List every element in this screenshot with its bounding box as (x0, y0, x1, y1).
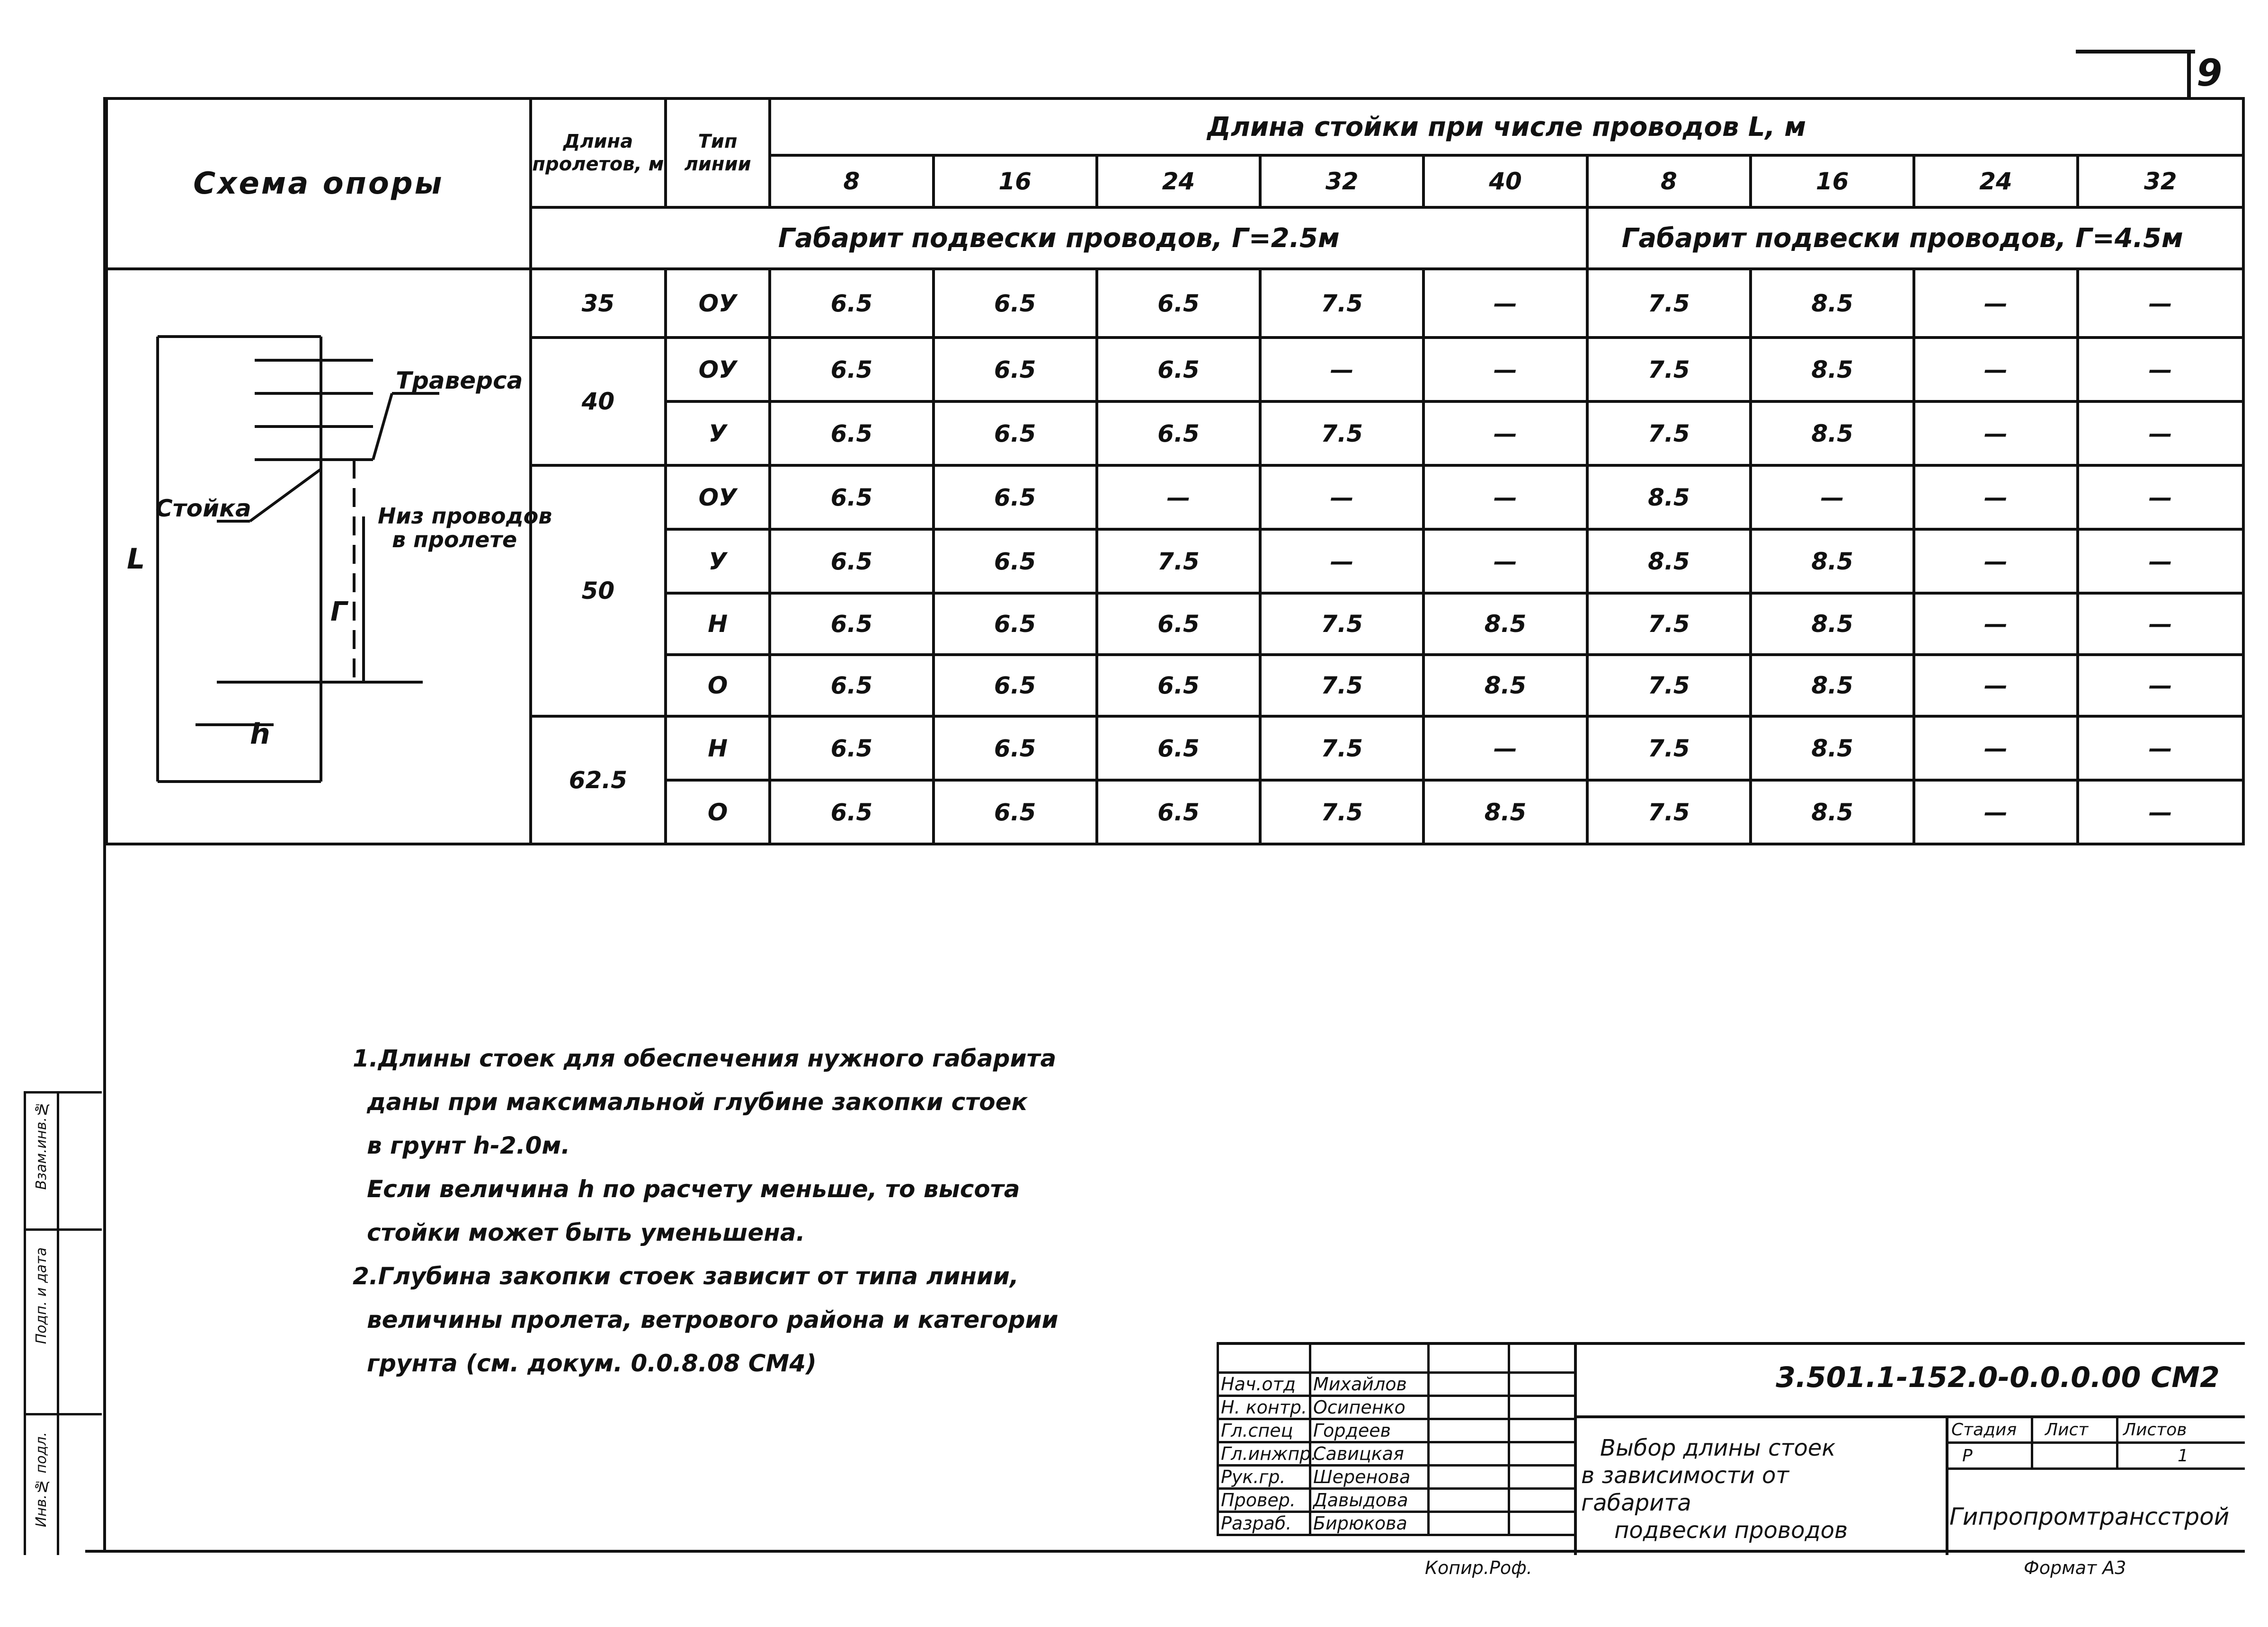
signature-cell (1429, 1419, 1509, 1442)
wire-count-left-8: 8 (770, 155, 933, 207)
note-line: даны при максимальной глубине закопки стоек (367, 1088, 1028, 1116)
value-cell: — (1914, 655, 2077, 716)
value-cell: 7.5 (1260, 269, 1423, 338)
signer-role: Рук.гр. (1218, 1466, 1310, 1489)
note-line: грунта (см. докум. 0.0.8.08 СМ4) (367, 1350, 817, 1377)
line-type-cell: О (666, 780, 770, 844)
span-cell: 62.5 (531, 716, 666, 844)
value-cell: — (1097, 465, 1260, 529)
sheet-number-rule (2076, 50, 2195, 53)
drawing-title-line: подвески проводов (1614, 1517, 1848, 1544)
line-type-cell: О (666, 655, 770, 716)
drawing-title-line: Выбор длины стоек (1600, 1435, 1836, 1461)
value-cell: — (1423, 716, 1587, 780)
wire-count-left-32: 32 (1260, 155, 1423, 207)
date-cell (1509, 1419, 1575, 1442)
value-cell: 6.5 (770, 780, 933, 844)
value-cell: — (1914, 593, 2077, 655)
schema-header: Схема опоры (107, 98, 531, 269)
note-line: 1.Длины стоек для обеспечения нужного габарита (353, 1045, 1057, 1072)
value-cell: 8.5 (1751, 269, 1914, 338)
value-cell: 8.5 (1423, 780, 1587, 844)
signer-role: Гл.инжпр. (1218, 1442, 1310, 1466)
sheet-number: 9 (2197, 52, 2223, 95)
side-strip-label: Взам.инв.№ (33, 1101, 50, 1190)
value-cell: 8.5 (1587, 529, 1751, 593)
stage-value: Р (1962, 1446, 1973, 1466)
value-cell: 6.5 (1097, 401, 1260, 465)
value-cell: 7.5 (1097, 529, 1260, 593)
value-cell: — (1423, 401, 1587, 465)
value-cell: — (2078, 780, 2243, 844)
title-block (1217, 1342, 2245, 1555)
value-cell: 8.5 (1423, 655, 1587, 716)
sheets-label: Листов (2123, 1420, 2187, 1440)
side-strip-label: Подп. и дата (33, 1247, 50, 1344)
value-cell: — (1914, 716, 2077, 780)
value-cell: 7.5 (1587, 593, 1751, 655)
signature-cell (1429, 1442, 1509, 1466)
line-type-cell: ОУ (666, 269, 770, 338)
value-cell: 6.5 (770, 465, 933, 529)
clearance-left-header: Габарит подвески проводов, Г=2.5м (531, 207, 1587, 269)
signer-name: Шеренова (1310, 1466, 1429, 1489)
diagram-G-label: Г (330, 596, 347, 627)
stamp-stage-col-2 (2116, 1415, 2118, 1467)
pole-diagram-cell (107, 269, 552, 844)
notes (353, 1037, 1058, 1385)
value-cell: 8.5 (1751, 529, 1914, 593)
value-cell: — (2078, 529, 2243, 593)
side-strip-line (24, 1413, 102, 1415)
value-cell: 6.5 (1097, 780, 1260, 844)
value-cell: 8.5 (1751, 338, 1914, 401)
value-cell: 6.5 (934, 655, 1097, 716)
value-cell: 6.5 (934, 529, 1097, 593)
line-type-cell: Н (666, 716, 770, 780)
value-cell: 6.5 (770, 529, 933, 593)
diagram-h-label: h (250, 718, 270, 751)
date-cell (1509, 1373, 1575, 1396)
wire-count-left-16: 16 (934, 155, 1097, 207)
value-cell: 8.5 (1751, 401, 1914, 465)
value-cell: — (1260, 465, 1423, 529)
note-line: в грунт h-2.0м. (367, 1132, 570, 1159)
value-cell: 8.5 (1751, 780, 1914, 844)
value-cell: 7.5 (1587, 655, 1751, 716)
signer-role: Нач.отд (1218, 1373, 1310, 1396)
wire-count-left-40: 40 (1423, 155, 1587, 207)
value-cell: — (1914, 338, 2077, 401)
value-cell: — (1914, 529, 2077, 593)
side-strip-line (24, 1091, 102, 1094)
signature-table (1217, 1342, 1574, 1555)
value-cell: — (2078, 338, 2243, 401)
drawing-title (1581, 1434, 1894, 1544)
value-cell: — (1914, 401, 2077, 465)
wire-count-right-8: 8 (1587, 155, 1751, 207)
signer-role: Н. контр. (1218, 1396, 1310, 1419)
value-cell: 7.5 (1260, 655, 1423, 716)
value-cell: 7.5 (1260, 593, 1423, 655)
value-cell: 6.5 (1097, 593, 1260, 655)
side-strip (24, 1091, 104, 1565)
signer-name: Савицкая (1310, 1442, 1429, 1466)
value-cell: 6.5 (1097, 655, 1260, 716)
line-type-header: Тип линии (666, 98, 770, 207)
diagram-L-label: L (127, 542, 145, 576)
value-cell: 6.5 (770, 338, 933, 401)
length-header: Длина стойки при числе проводов L, м (770, 98, 2243, 155)
date-cell (1509, 1396, 1575, 1419)
stamp-divider-mid (1574, 1415, 2245, 1418)
side-strip-line (24, 1228, 102, 1231)
wire-count-left-24: 24 (1097, 155, 1260, 207)
signer-role: Гл.спец (1218, 1419, 1310, 1442)
value-cell: 6.5 (1097, 716, 1260, 780)
value-cell: 6.5 (934, 338, 1097, 401)
stamp-stage-col-1 (2031, 1415, 2033, 1467)
value-cell: 6.5 (934, 780, 1097, 844)
value-cell: 6.5 (1097, 269, 1260, 338)
date-cell (1509, 1442, 1575, 1466)
sheet-label: Лист (2045, 1420, 2089, 1440)
value-cell: 6.5 (934, 716, 1097, 780)
format-label: Формат А3 (2024, 1557, 2126, 1578)
stage-label: Стадия (1951, 1420, 2017, 1440)
value-cell: 7.5 (1587, 716, 1751, 780)
value-cell: 6.5 (934, 269, 1097, 338)
stamp-stage-row-line (1946, 1441, 2245, 1444)
line-type-cell: У (666, 529, 770, 593)
date-cell (1509, 1466, 1575, 1489)
line-type-cell: Н (666, 593, 770, 655)
value-cell: — (1423, 465, 1587, 529)
side-strip-line (24, 1091, 26, 1555)
value-cell: 8.5 (1751, 716, 1914, 780)
span-cell: 50 (531, 465, 666, 716)
signer-role: Разраб. (1218, 1512, 1310, 1535)
value-cell: — (2078, 465, 2243, 529)
value-cell: — (2078, 401, 2243, 465)
value-cell: — (2078, 716, 2243, 780)
value-cell: — (1914, 780, 2077, 844)
value-cell: 6.5 (1097, 338, 1260, 401)
span-header: Длина пролетов, м (531, 98, 666, 207)
wire-count-right-32: 32 (2078, 155, 2243, 207)
organization: Гипропромтрансстрой (1949, 1503, 2230, 1530)
value-cell: — (1260, 529, 1423, 593)
span-cell: 35 (531, 269, 666, 338)
value-cell: — (1260, 338, 1423, 401)
value-cell: 6.5 (770, 716, 933, 780)
value-cell: — (2078, 269, 2243, 338)
side-strip-line (57, 1091, 59, 1555)
note-line: стойки может быть уменьшена. (367, 1219, 805, 1246)
value-cell: 7.5 (1260, 780, 1423, 844)
sheet-number-divider (2187, 50, 2191, 99)
stamp-stage-row-line-2 (1946, 1467, 2245, 1470)
note-line: Если величина h по расчету меньше, то высота (367, 1175, 1020, 1203)
signer-name: Осипенко (1310, 1396, 1429, 1419)
side-strip-label: Инв.№ подл. (33, 1432, 50, 1528)
value-cell: — (1423, 269, 1587, 338)
diagram-sag-label-2: в пролете (392, 527, 517, 552)
span-cell: 40 (531, 338, 666, 465)
note-line: 2.Глубина закопки стоек зависит от типа линии, (353, 1262, 1019, 1290)
signer-name: Давыдова (1310, 1489, 1429, 1512)
value-cell: 8.5 (1423, 593, 1587, 655)
line-type-cell: ОУ (666, 465, 770, 529)
value-cell: — (1423, 529, 1587, 593)
signature-cell (1429, 1512, 1509, 1535)
value-cell: 7.5 (1260, 401, 1423, 465)
diagram-pole-label: Стойка (155, 495, 251, 522)
document-code: 3.501.1-152.0-0.0.0.00 СМ2 (1776, 1361, 2220, 1394)
value-cell: — (2078, 655, 2243, 716)
value-cell: — (1914, 269, 2077, 338)
value-cell: 7.5 (1587, 269, 1751, 338)
clearance-right-header: Габарит подвески проводов, Г=4.5м (1587, 207, 2243, 269)
value-cell: 7.5 (1587, 401, 1751, 465)
signer-name: Бирюкова (1310, 1512, 1429, 1535)
value-cell: 8.5 (1587, 465, 1751, 529)
pole-diagram (108, 270, 552, 829)
pole-length-table (105, 97, 2245, 845)
wire-count-right-24: 24 (1914, 155, 2077, 207)
date-cell (1509, 1489, 1575, 1512)
diagram-sag-label-1: Низ проводов (378, 503, 552, 529)
copy-label: Копир.Роф. (1425, 1557, 1532, 1578)
value-cell: 7.5 (1260, 716, 1423, 780)
signer-role: Провер. (1218, 1489, 1310, 1512)
stamp-divider-stage (1946, 1415, 1948, 1555)
signature-cell (1429, 1396, 1509, 1419)
signature-cell (1429, 1373, 1509, 1396)
value-cell: 6.5 (934, 465, 1097, 529)
value-cell: 7.5 (1587, 338, 1751, 401)
value-cell: 7.5 (1587, 780, 1751, 844)
value-cell: — (1751, 465, 1914, 529)
signer-name: Михайлов (1310, 1373, 1429, 1396)
sheets-value: 1 (2178, 1446, 2188, 1466)
line-type-cell: ОУ (666, 338, 770, 401)
value-cell: 6.5 (770, 269, 933, 338)
value-cell: — (1914, 465, 2077, 529)
value-cell: 6.5 (770, 655, 933, 716)
date-cell (1509, 1512, 1575, 1535)
value-cell: 6.5 (770, 401, 933, 465)
signer-name: Гордеев (1310, 1419, 1429, 1442)
value-cell: 6.5 (934, 593, 1097, 655)
value-cell: 8.5 (1751, 655, 1914, 716)
value-cell: 6.5 (934, 401, 1097, 465)
value-cell: 6.5 (770, 593, 933, 655)
signature-cell (1429, 1466, 1509, 1489)
drawing-title-line: в зависимости от габарита (1581, 1462, 1789, 1516)
line-type-cell: У (666, 401, 770, 465)
diagram-traverse-label: Траверса (396, 367, 523, 394)
value-cell: 8.5 (1751, 593, 1914, 655)
wire-count-right-16: 16 (1751, 155, 1914, 207)
note-line: величины пролета, ветрового района и категории (367, 1306, 1058, 1334)
signature-cell (1429, 1489, 1509, 1512)
value-cell: — (1423, 338, 1587, 401)
value-cell: — (2078, 593, 2243, 655)
